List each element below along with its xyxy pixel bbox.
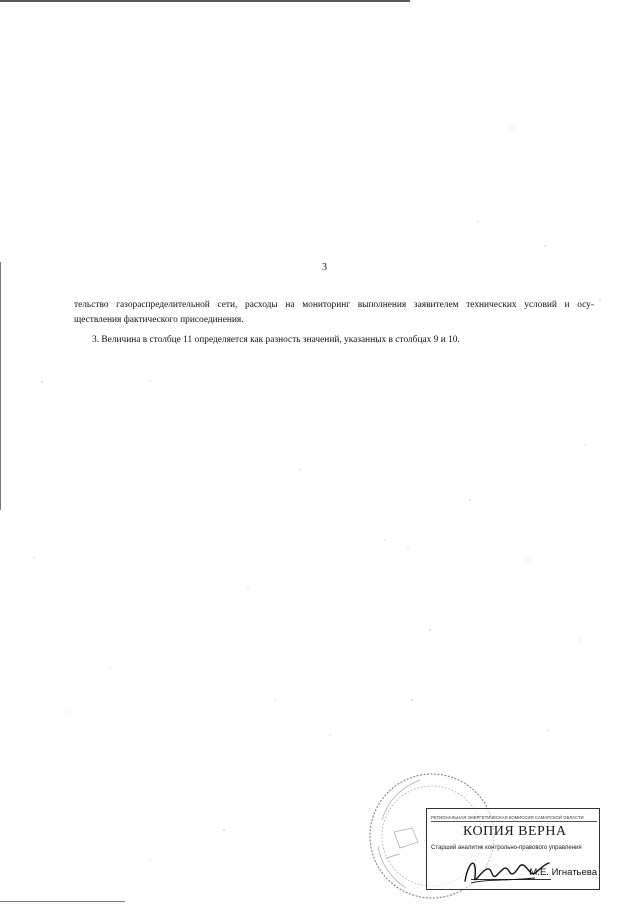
paragraph-line: ществления фактического присоединения. <box>74 315 244 325</box>
copy-certified-box <box>426 808 600 890</box>
scan-left-edge <box>0 262 1 510</box>
stamp-signer-name: М.Е. Игнатьева <box>529 867 597 878</box>
scan-top-edge <box>0 0 410 2</box>
paragraph-line: тельство газораспределительной сети, расходы на мониторинг выполнения заявителем технических условий и осу- <box>74 300 594 310</box>
certification-stamp <box>360 762 634 905</box>
scan-bottom-edge <box>0 901 125 902</box>
paragraph-continuation <box>74 298 594 328</box>
paragraph-item-3: 3. Величина в столбце 11 определяется как разность значений, указанных в столбцах 9 и 10. <box>92 335 460 345</box>
stamp-position: Старший аналитик контрольно-правового управления <box>431 845 582 851</box>
stamp-title: КОПИЯ ВЕРНА <box>463 824 567 839</box>
stamp-organization: РЕГИОНАЛЬНАЯ ЭНЕРГЕТИЧЕСКАЯ КОМИССИЯ САМАРСКОЙ ОБЛАСТИ <box>431 815 597 822</box>
page-number: 3 <box>322 262 327 273</box>
